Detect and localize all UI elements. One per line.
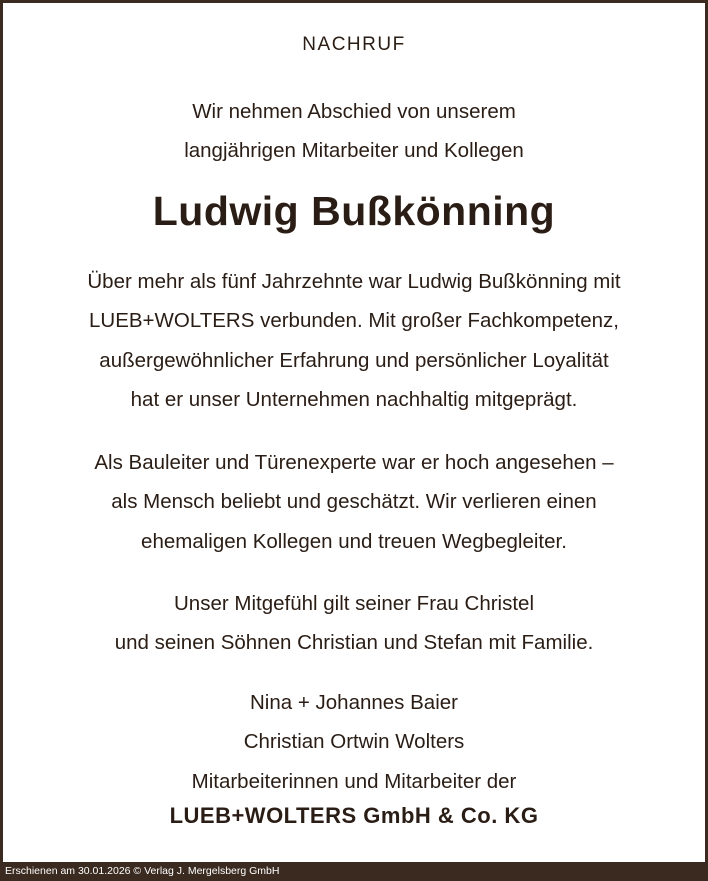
paragraph-line: hat er unser Unternehmen nachhaltig mitgeprägt.	[130, 387, 578, 411]
paragraph-3	[3, 584, 705, 663]
paragraph-2	[3, 443, 705, 561]
paragraph-line: ehemaligen Kollegen und treuen Wegbegleiter.	[141, 529, 567, 553]
company-name: LUEB+WOLTERS GmbH & Co. KG	[169, 803, 539, 828]
signers	[3, 683, 705, 801]
paragraph-line: außergewöhnlicher Erfahrung und persönlicher Loyalität	[99, 348, 609, 372]
paragraph-line: LUEB+WOLTERS verbunden. Mit großer Fachkompetenz,	[89, 309, 619, 333]
intro-line: Wir nehmen Abschied von unserem	[192, 100, 516, 123]
paragraph-line: Unser Mitgefühl gilt seiner Frau Christel	[173, 592, 535, 615]
publication-footer: Erschienen am 30.01.2026 © Verlag J. Mergelsberg GmbH	[0, 862, 708, 881]
signer-line: Mitarbeiterinnen und Mitarbeiter der	[191, 769, 517, 793]
paragraph-line: Über mehr als fünf Jahrzehnte war Ludwig Bußkönning mit	[87, 270, 621, 293]
signer-line: Nina + Johannes Baier	[250, 691, 458, 714]
intro-line: langjährigen Mitarbeiter und Kollegen	[184, 139, 524, 162]
intro-text	[3, 92, 705, 170]
paragraph-line: als Mensch beliebt und geschätzt. Wir verlieren einen	[111, 490, 597, 514]
heading: NACHRUF	[302, 34, 406, 55]
paragraph-1	[3, 262, 705, 419]
paragraph-line: und seinen Söhnen Christian und Stefan mit Familie.	[114, 631, 594, 655]
signer-line: Christian Ortwin Wolters	[243, 730, 465, 754]
paragraph-line: Als Bauleiter und Türenexperte war er hoch angesehen –	[94, 451, 614, 474]
deceased-name: Ludwig Bußkönning	[152, 188, 556, 234]
